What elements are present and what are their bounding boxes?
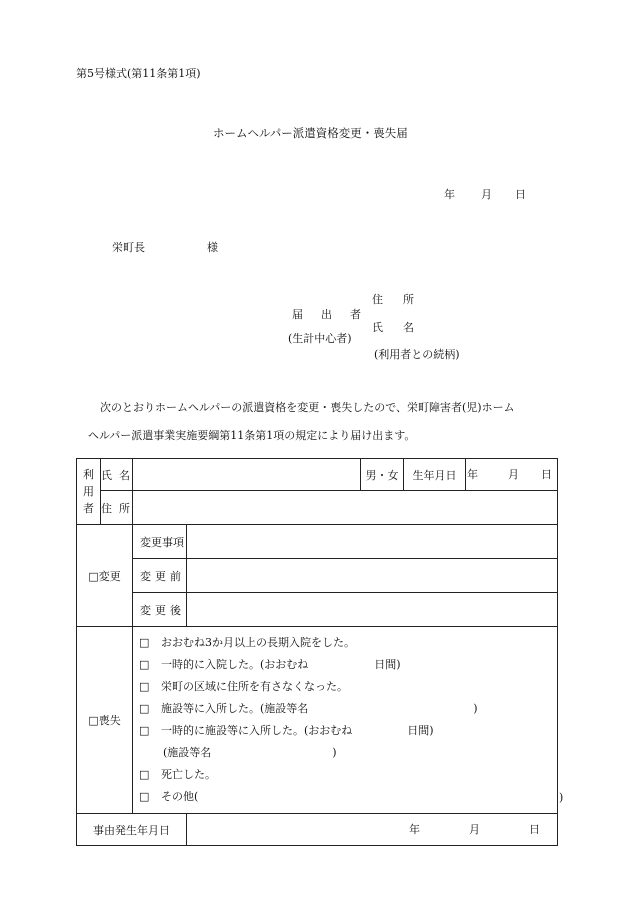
user-address-label: 住所 — [101, 501, 137, 515]
loss-reason-text: 死亡した。 — [161, 768, 216, 781]
birth-month-label: 月 — [508, 468, 520, 481]
loss-label-cell[interactable] — [77, 627, 133, 814]
body-text-line1: 次のとおりホームヘルパーの派遣資格を変更・喪失したので、栄町障害者(児)ホーム — [100, 401, 515, 414]
change-after-field[interactable] — [187, 593, 558, 627]
user-label-cell — [77, 459, 101, 525]
loss-reason-text: おおむね3か月以上の長期入院をした。 — [161, 636, 355, 649]
loss-reason-checkbox[interactable]: □ — [139, 636, 150, 649]
page-title: ホームヘルパー派遣資格変更・喪失届 — [213, 126, 408, 140]
list-item — [139, 698, 557, 720]
change-after-label-cell — [133, 593, 187, 627]
applicant-name-label: 氏名 — [372, 321, 434, 334]
loss-reason-checkbox[interactable]: □ — [139, 768, 150, 781]
gender-cell[interactable] — [361, 459, 404, 491]
list-item — [139, 742, 557, 764]
list-item — [139, 632, 557, 654]
change-item-label: 変更事項 — [140, 535, 184, 549]
gender-label: 男・女 — [365, 468, 399, 482]
date-year-label: 年 — [444, 188, 455, 201]
user-address-row — [77, 491, 558, 525]
change-checkbox[interactable]: □ — [88, 569, 99, 583]
loss-reason-text: その他( — [161, 790, 199, 803]
occurrence-year-label: 年 — [409, 823, 420, 836]
change-before-label: 変更前 — [140, 569, 185, 583]
addressee-name: 栄町長 — [112, 241, 145, 254]
date-day-label: 日 — [515, 188, 526, 201]
loss-reason-text: (施設等名 ) — [163, 746, 337, 759]
loss-reasons-list — [133, 627, 557, 813]
form-table — [76, 458, 564, 846]
list-item — [139, 654, 557, 676]
change-before-label-cell — [133, 559, 187, 593]
loss-label: 喪失 — [98, 714, 121, 727]
body-text-line2: ヘルパー派遣事業実施要綱第11条第1項の規定により届け出ます。 — [88, 429, 416, 442]
applicant-address-label: 住所 — [372, 293, 434, 306]
user-address-field[interactable] — [133, 491, 558, 525]
loss-reason-text: 一時的に入院した。(おおむね 日間) — [161, 658, 401, 671]
loss-reason-checkbox[interactable]: □ — [139, 658, 150, 671]
list-item — [139, 720, 557, 742]
loss-reason-checkbox[interactable]: □ — [139, 680, 150, 693]
occurrence-row — [77, 814, 558, 846]
change-before-field[interactable] — [187, 559, 558, 593]
birthdate-label: 生年月日 — [412, 468, 457, 482]
applicant-relation-note: (利用者との続柄) — [374, 348, 460, 361]
loss-reason-text: 施設等に入所した。(施設等名 ) — [161, 702, 478, 715]
change-row-after — [77, 593, 558, 627]
change-item-field[interactable] — [187, 525, 558, 559]
loss-reason-checkbox[interactable]: □ — [139, 702, 150, 715]
birth-year-label: 年 — [467, 468, 479, 481]
date-month-label: 月 — [481, 188, 492, 201]
birthdate-field[interactable] — [466, 459, 558, 491]
user-address-label-cell — [101, 491, 137, 525]
user-name-label: 氏名 — [101, 468, 137, 482]
other-close-paren: ) — [559, 791, 564, 804]
change-label-cell[interactable] — [77, 525, 133, 627]
birth-day-label: 日 — [541, 468, 553, 481]
birthdate-label-cell — [404, 459, 466, 491]
change-row-before — [77, 559, 558, 593]
user-name-label-cell — [101, 459, 137, 491]
change-after-label: 変更後 — [140, 603, 185, 617]
loss-reasons-cell — [133, 627, 564, 814]
occurrence-day-label: 日 — [529, 823, 540, 836]
user-label: 利用者 — [83, 468, 94, 515]
change-row-item — [77, 525, 558, 559]
user-name-row — [77, 459, 558, 491]
occurrence-label: 事由発生年月日 — [93, 823, 170, 837]
loss-reason-text: 一時的に施設等に入所した。(おおむね 日間) — [161, 724, 434, 737]
loss-checkbox[interactable]: □ — [88, 714, 99, 727]
form-number: 第5号様式(第11条第1項) — [76, 67, 201, 80]
loss-row — [77, 627, 558, 814]
loss-reason-checkbox[interactable]: □ — [139, 724, 150, 737]
list-item — [139, 764, 557, 786]
loss-reason-text: 栄町の区域に住所を有さなくなった。 — [161, 680, 348, 693]
user-name-field[interactable] — [133, 459, 361, 491]
occurrence-month-label: 月 — [469, 823, 480, 836]
list-item — [139, 786, 557, 808]
change-label: 変更 — [98, 569, 121, 583]
list-item — [139, 676, 557, 698]
loss-reason-checkbox[interactable]: □ — [139, 790, 150, 803]
addressee-honorific: 様 — [207, 241, 218, 254]
change-item-label-cell — [133, 525, 187, 559]
occurrence-label-cell — [77, 814, 187, 846]
applicant-label: 届出者 — [292, 308, 379, 321]
applicant-label-sub: (生計中心者) — [288, 332, 352, 345]
occurrence-field[interactable] — [187, 814, 558, 846]
